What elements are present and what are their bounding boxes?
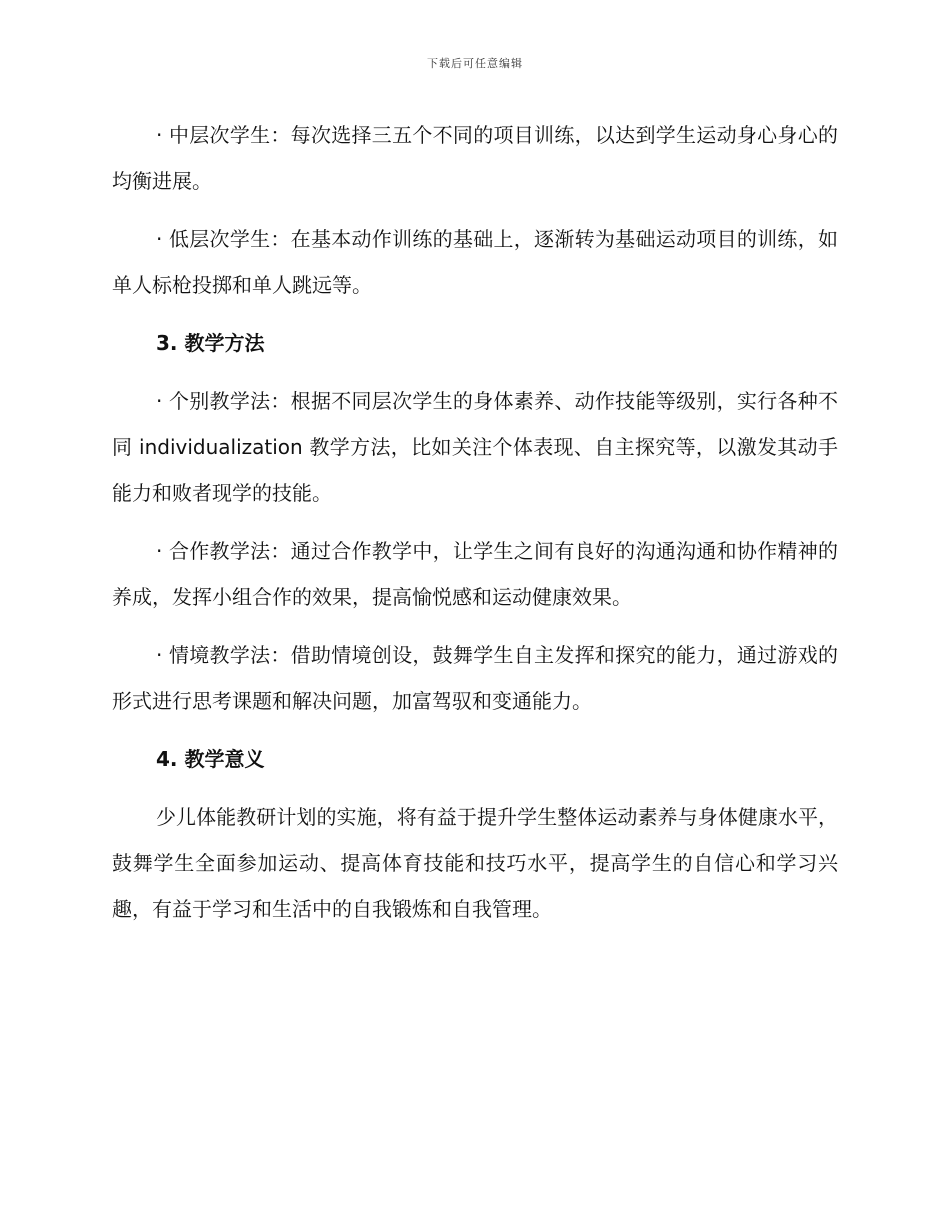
- paragraph-individual-teaching: · 个别教学法：根据不同层次学生的身体素养、动作技能等级别，实行各种不同 individualization 教学方法，比如关注个体表现、自主探究等，以激发其动手能力和败者现学的技能。: [112, 389, 838, 505]
- paragraph-significance: 少儿体能教研计划的实施，将有益于提升学生整体运动素养与身体健康水平，鼓舞学生全面参加运动、提高体育技能和技巧水平，提高学生的自信心和学习兴趣，有益于学习和生活中的自我锻炼和自我管理。: [112, 805, 838, 921]
- paragraph-low-level-students: · 低层次学生：在基本动作训练的基础上，逐渐转为基础运动项目的训练，如单人标枪投掷和单人跳远等。: [112, 227, 838, 297]
- paragraph-middle-level-students: · 中层次学生：每次选择三五个不同的项目训练，以达到学生运动身心身心的均衡进展。: [112, 123, 838, 193]
- heading-teaching-methods: 3. 教学方法: [156, 331, 265, 355]
- heading-teaching-significance: 4. 教学意义: [156, 747, 265, 771]
- header-note: 下载后可任意编辑: [427, 57, 523, 70]
- paragraph-situational-teaching: · 情境教学法：借助情境创设，鼓舞学生自主发挥和探究的能力，通过游戏的形式进行思考课题和解决问题，加富驾驭和变通能力。: [112, 643, 838, 713]
- paragraph-cooperative-teaching: · 合作教学法：通过合作教学中，让学生之间有良好的沟通沟通和协作精神的养成，发挥小组合作的效果，提高愉悦感和运动健康效果。: [112, 539, 838, 609]
- document-body: [112, 112, 838, 944]
